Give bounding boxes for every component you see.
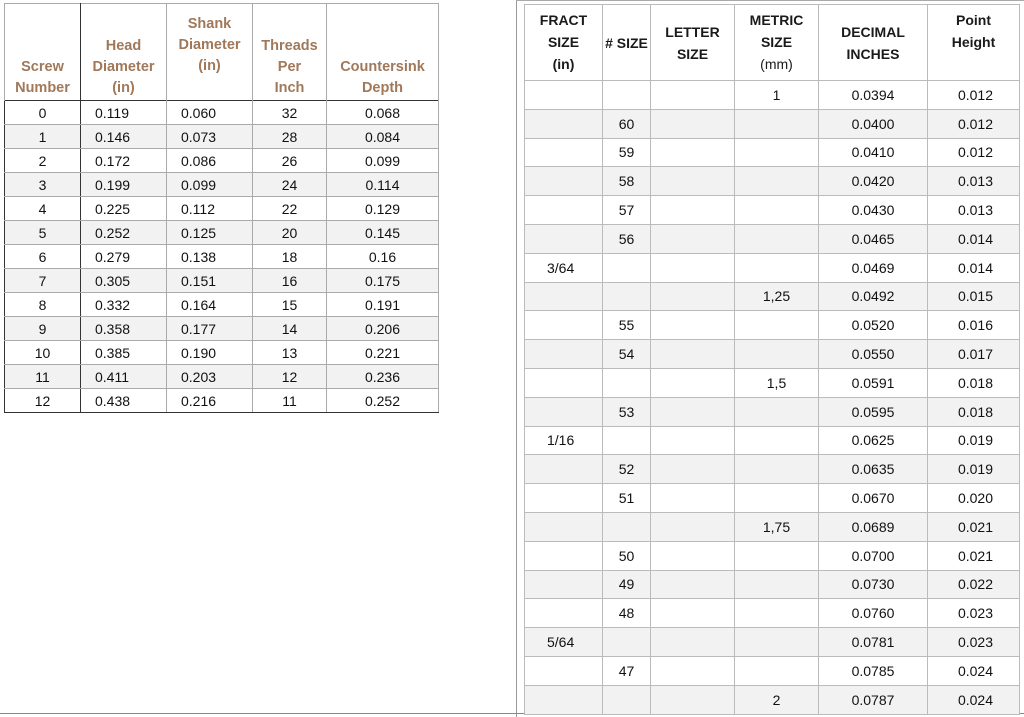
cell-point-height: 0.012	[928, 109, 1020, 138]
cell-fract-size	[525, 570, 603, 599]
header-text: Diameter	[92, 59, 155, 75]
cell-decimal-inches: 0.0465	[819, 224, 928, 253]
cell-point-height: 0.014	[928, 253, 1020, 282]
cell-metric-size	[735, 224, 819, 253]
cell-shank-diameter: 0.086	[167, 149, 253, 173]
header-text: INCHES	[846, 45, 900, 62]
cell-countersink-depth: 0.236	[327, 365, 439, 389]
cell-letter-size	[651, 570, 735, 599]
cell-fract-size	[525, 340, 603, 369]
cell-screw-number: 2	[5, 149, 81, 173]
cell-countersink-depth: 0.145	[327, 221, 439, 245]
cell-letter-size	[651, 138, 735, 167]
cell-number-size: 57	[603, 196, 651, 225]
cell-decimal-inches: 0.0520	[819, 311, 928, 340]
screw-table-container	[4, 3, 438, 413]
cell-screw-number: 1	[5, 125, 81, 149]
header-text: Head	[105, 38, 142, 54]
cell-number-size: 50	[603, 541, 651, 570]
header-text: Depth	[361, 80, 404, 96]
cell-decimal-inches: 0.0430	[819, 196, 928, 225]
header-head-diameter	[81, 4, 167, 101]
table-row	[5, 341, 439, 365]
header-text: DECIMAL	[841, 23, 905, 40]
cell-number-size: 59	[603, 138, 651, 167]
cell-metric-size	[735, 541, 819, 570]
cell-decimal-inches: 0.0760	[819, 599, 928, 628]
top-border-line	[516, 0, 1024, 1]
table-row	[5, 221, 439, 245]
cell-fract-size	[525, 599, 603, 628]
drill-table-header-row	[525, 5, 1020, 81]
cell-countersink-depth: 0.252	[327, 389, 439, 413]
cell-letter-size	[651, 512, 735, 541]
cell-screw-number: 10	[5, 341, 81, 365]
cell-threads-per-inch: 24	[253, 173, 327, 197]
cell-letter-size	[651, 397, 735, 426]
header-screw-number	[5, 4, 81, 101]
cell-point-height: 0.023	[928, 599, 1020, 628]
cell-point-height: 0.019	[928, 426, 1020, 455]
cell-fract-size	[525, 224, 603, 253]
cell-number-size: 60	[603, 109, 651, 138]
header-text: Countersink	[340, 59, 425, 75]
cell-fract-size	[525, 311, 603, 340]
header-text: Threads	[261, 38, 318, 54]
table-row	[5, 197, 439, 221]
screw-table-body	[5, 101, 439, 413]
header-text: Diameter	[178, 37, 241, 53]
drill-size-table	[524, 4, 1020, 715]
cell-screw-number: 9	[5, 317, 81, 341]
cell-screw-number: 8	[5, 293, 81, 317]
table-row	[525, 455, 1020, 484]
cell-metric-size: 1	[735, 81, 819, 110]
cell-screw-number: 6	[5, 245, 81, 269]
cell-head-diameter: 0.279	[81, 245, 167, 269]
cell-metric-size: 1,75	[735, 512, 819, 541]
cell-decimal-inches: 0.0730	[819, 570, 928, 599]
cell-countersink-depth: 0.175	[327, 269, 439, 293]
cell-metric-size	[735, 196, 819, 225]
cell-number-size: 54	[603, 340, 651, 369]
cell-metric-size	[735, 167, 819, 196]
header-text: (mm)	[760, 56, 793, 72]
header-text: FRACT	[539, 12, 588, 28]
header-text: Height	[951, 34, 996, 50]
cell-metric-size	[735, 340, 819, 369]
cell-screw-number: 4	[5, 197, 81, 221]
cell-fract-size	[525, 656, 603, 685]
header-letter-size	[651, 5, 735, 81]
cell-number-size	[603, 282, 651, 311]
cell-metric-size	[735, 311, 819, 340]
cell-point-height: 0.013	[928, 167, 1020, 196]
cell-decimal-inches: 0.0595	[819, 397, 928, 426]
cell-point-height: 0.015	[928, 282, 1020, 311]
table-row	[525, 541, 1020, 570]
cell-shank-diameter: 0.190	[167, 341, 253, 365]
cell-fract-size	[525, 397, 603, 426]
cell-decimal-inches: 0.0781	[819, 628, 928, 657]
cell-head-diameter: 0.438	[81, 389, 167, 413]
cell-metric-size	[735, 484, 819, 513]
cell-metric-size	[735, 397, 819, 426]
cell-number-size: 51	[603, 484, 651, 513]
table-row	[525, 253, 1020, 282]
table-row	[525, 628, 1020, 657]
cell-point-height: 0.016	[928, 311, 1020, 340]
cell-head-diameter: 0.358	[81, 317, 167, 341]
table-row	[525, 311, 1020, 340]
cell-shank-diameter: 0.203	[167, 365, 253, 389]
table-row	[525, 426, 1020, 455]
header-shank-diameter	[167, 4, 253, 101]
cell-decimal-inches: 0.0410	[819, 138, 928, 167]
cell-decimal-inches: 0.0635	[819, 455, 928, 484]
cell-metric-size	[735, 570, 819, 599]
cell-point-height: 0.023	[928, 628, 1020, 657]
cell-letter-size	[651, 340, 735, 369]
header-point-height	[928, 5, 1020, 81]
cell-shank-diameter: 0.177	[167, 317, 253, 341]
header-text: (in)	[112, 80, 135, 96]
table-row	[525, 167, 1020, 196]
cell-shank-diameter: 0.138	[167, 245, 253, 269]
cell-shank-diameter: 0.164	[167, 293, 253, 317]
cell-threads-per-inch: 16	[253, 269, 327, 293]
cell-threads-per-inch: 14	[253, 317, 327, 341]
cell-fract-size	[525, 685, 603, 714]
cell-decimal-inches: 0.0689	[819, 512, 928, 541]
cell-fract-size	[525, 512, 603, 541]
cell-number-size	[603, 81, 651, 110]
table-row	[5, 365, 439, 389]
cell-shank-diameter: 0.073	[167, 125, 253, 149]
cell-fract-size	[525, 484, 603, 513]
cell-threads-per-inch: 22	[253, 197, 327, 221]
cell-letter-size	[651, 484, 735, 513]
table-row	[525, 512, 1020, 541]
cell-letter-size	[651, 628, 735, 657]
cell-letter-size	[651, 81, 735, 110]
cell-number-size	[603, 426, 651, 455]
cell-decimal-inches: 0.0625	[819, 426, 928, 455]
cell-threads-per-inch: 18	[253, 245, 327, 269]
cell-fract-size	[525, 541, 603, 570]
cell-screw-number: 7	[5, 269, 81, 293]
cell-number-size: 56	[603, 224, 651, 253]
cell-number-size: 48	[603, 599, 651, 628]
cell-countersink-depth: 0.099	[327, 149, 439, 173]
drill-table-container	[524, 4, 1021, 715]
header-threads-per-inch	[253, 4, 327, 101]
screw-table-header-row	[5, 4, 439, 101]
table-row	[5, 101, 439, 125]
cell-letter-size	[651, 311, 735, 340]
cell-point-height: 0.014	[928, 224, 1020, 253]
header-countersink-depth	[327, 4, 439, 101]
cell-letter-size	[651, 541, 735, 570]
cell-decimal-inches: 0.0420	[819, 167, 928, 196]
cell-number-size	[603, 512, 651, 541]
cell-letter-size	[651, 282, 735, 311]
header-text: Shank	[187, 16, 232, 32]
cell-point-height: 0.019	[928, 455, 1020, 484]
cell-point-height: 0.021	[928, 541, 1020, 570]
cell-fract-size	[525, 368, 603, 397]
cell-point-height: 0.018	[928, 368, 1020, 397]
cell-point-height: 0.024	[928, 685, 1020, 714]
header-text: (in)	[552, 56, 575, 72]
cell-threads-per-inch: 20	[253, 221, 327, 245]
table-row	[525, 368, 1020, 397]
cell-fract-size	[525, 196, 603, 225]
cell-fract-size	[525, 138, 603, 167]
cell-number-size	[603, 253, 651, 282]
header-text: Per	[277, 59, 302, 75]
cell-countersink-depth: 0.114	[327, 173, 439, 197]
cell-countersink-depth: 0.129	[327, 197, 439, 221]
cell-point-height: 0.012	[928, 81, 1020, 110]
cell-number-size: 49	[603, 570, 651, 599]
table-row	[525, 138, 1020, 167]
cell-screw-number: 5	[5, 221, 81, 245]
cell-number-size: 58	[603, 167, 651, 196]
cell-decimal-inches: 0.0591	[819, 368, 928, 397]
cell-number-size	[603, 368, 651, 397]
cell-head-diameter: 0.199	[81, 173, 167, 197]
header-text: (in)	[198, 58, 221, 74]
screw-size-table	[4, 3, 439, 413]
cell-point-height: 0.024	[928, 656, 1020, 685]
cell-metric-size	[735, 656, 819, 685]
table-row	[5, 389, 439, 413]
cell-fract-size	[525, 455, 603, 484]
header-text: Screw	[21, 59, 64, 75]
drill-table-body	[525, 81, 1020, 715]
cell-metric-size	[735, 109, 819, 138]
table-row	[5, 269, 439, 293]
table-row	[525, 224, 1020, 253]
table-row	[525, 196, 1020, 225]
table-row	[525, 484, 1020, 513]
cell-point-height: 0.022	[928, 570, 1020, 599]
cell-shank-diameter: 0.099	[167, 173, 253, 197]
table-row	[525, 599, 1020, 628]
cell-head-diameter: 0.411	[81, 365, 167, 389]
cell-fract-size: 3/64	[525, 253, 603, 282]
cell-metric-size	[735, 426, 819, 455]
cell-head-diameter: 0.172	[81, 149, 167, 173]
header-text: # SIZE	[605, 34, 648, 51]
table-row	[5, 293, 439, 317]
cell-decimal-inches: 0.0550	[819, 340, 928, 369]
cell-point-height: 0.012	[928, 138, 1020, 167]
cell-fract-size: 5/64	[525, 628, 603, 657]
table-row	[5, 149, 439, 173]
table-row	[525, 570, 1020, 599]
header-metric-size	[735, 5, 819, 81]
table-row	[525, 282, 1020, 311]
table-row	[5, 317, 439, 341]
cell-threads-per-inch: 28	[253, 125, 327, 149]
cell-metric-size	[735, 599, 819, 628]
header-text: Number	[15, 80, 70, 96]
table-row	[525, 685, 1020, 714]
header-text: SIZE	[547, 34, 580, 50]
cell-letter-size	[651, 224, 735, 253]
header-text: Point	[956, 12, 991, 28]
cell-metric-size	[735, 628, 819, 657]
cell-decimal-inches: 0.0700	[819, 541, 928, 570]
cell-shank-diameter: 0.112	[167, 197, 253, 221]
cell-point-height: 0.020	[928, 484, 1020, 513]
cell-letter-size	[651, 599, 735, 628]
cell-metric-size	[735, 253, 819, 282]
divider-line	[516, 0, 517, 717]
table-row	[5, 125, 439, 149]
cell-head-diameter: 0.146	[81, 125, 167, 149]
cell-threads-per-inch: 26	[253, 149, 327, 173]
table-row	[525, 81, 1020, 110]
cell-shank-diameter: 0.125	[167, 221, 253, 245]
cell-metric-size: 1,25	[735, 282, 819, 311]
table-row	[525, 340, 1020, 369]
cell-fract-size	[525, 81, 603, 110]
cell-letter-size	[651, 253, 735, 282]
cell-letter-size	[651, 455, 735, 484]
cell-letter-size	[651, 368, 735, 397]
cell-fract-size	[525, 282, 603, 311]
cell-metric-size	[735, 455, 819, 484]
header-decimal-inches	[819, 5, 928, 81]
cell-number-size: 52	[603, 455, 651, 484]
cell-head-diameter: 0.305	[81, 269, 167, 293]
header-text: SIZE	[676, 45, 709, 62]
cell-threads-per-inch: 32	[253, 101, 327, 125]
cell-head-diameter: 0.332	[81, 293, 167, 317]
cell-decimal-inches: 0.0400	[819, 109, 928, 138]
cell-letter-size	[651, 167, 735, 196]
cell-head-diameter: 0.225	[81, 197, 167, 221]
cell-letter-size	[651, 109, 735, 138]
header-text: Inch	[274, 80, 305, 96]
table-row	[5, 245, 439, 269]
cell-decimal-inches: 0.0670	[819, 484, 928, 513]
cell-threads-per-inch: 12	[253, 365, 327, 389]
cell-point-height: 0.017	[928, 340, 1020, 369]
cell-head-diameter: 0.385	[81, 341, 167, 365]
cell-point-height: 0.013	[928, 196, 1020, 225]
cell-decimal-inches: 0.0787	[819, 685, 928, 714]
cell-shank-diameter: 0.216	[167, 389, 253, 413]
cell-countersink-depth: 0.191	[327, 293, 439, 317]
cell-letter-size	[651, 685, 735, 714]
cell-letter-size	[651, 656, 735, 685]
cell-countersink-depth: 0.068	[327, 101, 439, 125]
cell-letter-size	[651, 426, 735, 455]
cell-shank-diameter: 0.151	[167, 269, 253, 293]
cell-screw-number: 11	[5, 365, 81, 389]
cell-number-size: 55	[603, 311, 651, 340]
cell-countersink-depth: 0.16	[327, 245, 439, 269]
cell-metric-size: 1,5	[735, 368, 819, 397]
cell-point-height: 0.021	[928, 512, 1020, 541]
table-row	[525, 397, 1020, 426]
cell-screw-number: 3	[5, 173, 81, 197]
cell-number-size	[603, 628, 651, 657]
header-fract-size	[525, 5, 603, 81]
cell-metric-size	[735, 138, 819, 167]
cell-number-size	[603, 685, 651, 714]
cell-head-diameter: 0.252	[81, 221, 167, 245]
table-row	[5, 173, 439, 197]
cell-number-size: 53	[603, 397, 651, 426]
header-text: LETTER	[665, 23, 720, 40]
cell-shank-diameter: 0.060	[167, 101, 253, 125]
cell-point-height: 0.018	[928, 397, 1020, 426]
header-text: SIZE	[760, 34, 793, 50]
header-text: METRIC	[749, 12, 804, 28]
cell-screw-number: 0	[5, 101, 81, 125]
cell-fract-size	[525, 109, 603, 138]
cell-countersink-depth: 0.206	[327, 317, 439, 341]
cell-decimal-inches: 0.0394	[819, 81, 928, 110]
cell-metric-size: 2	[735, 685, 819, 714]
cell-head-diameter: 0.119	[81, 101, 167, 125]
cell-decimal-inches: 0.0469	[819, 253, 928, 282]
cell-threads-per-inch: 15	[253, 293, 327, 317]
cell-letter-size	[651, 196, 735, 225]
cell-threads-per-inch: 13	[253, 341, 327, 365]
header-number-size	[603, 5, 651, 81]
table-row	[525, 656, 1020, 685]
cell-number-size: 47	[603, 656, 651, 685]
cell-threads-per-inch: 11	[253, 389, 327, 413]
cell-fract-size: 1/16	[525, 426, 603, 455]
cell-fract-size	[525, 167, 603, 196]
table-row	[525, 109, 1020, 138]
cell-countersink-depth: 0.084	[327, 125, 439, 149]
cell-screw-number: 12	[5, 389, 81, 413]
cell-decimal-inches: 0.0785	[819, 656, 928, 685]
cell-countersink-depth: 0.221	[327, 341, 439, 365]
cell-decimal-inches: 0.0492	[819, 282, 928, 311]
